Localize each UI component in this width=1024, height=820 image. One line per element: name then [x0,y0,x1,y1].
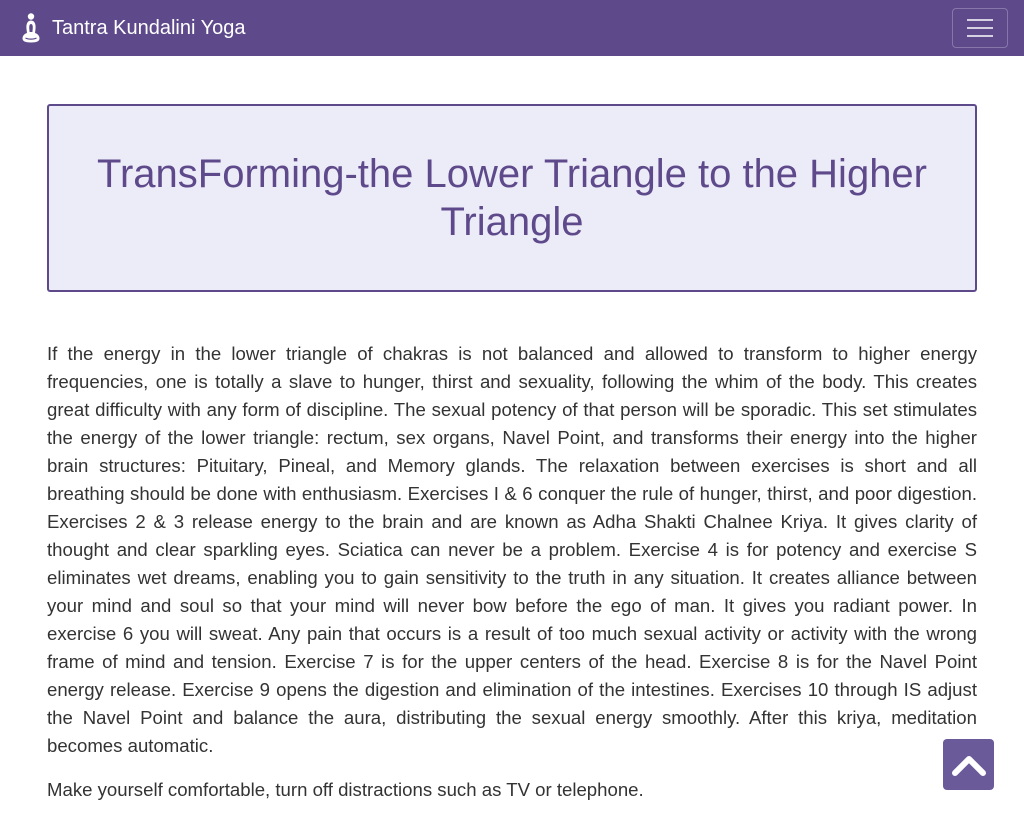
chevron-up-icon [951,751,987,779]
hamburger-menu-icon-bar [967,27,993,29]
top-navbar [0,0,1024,56]
article-paragraph: Make yourself comfortable, turn off distractions such as TV or telephone. [47,779,644,800]
hamburger-menu-icon [967,19,993,21]
scroll-to-top-button[interactable] [943,739,994,790]
article-paragraph: If the energy in the lower triangle of chakras is not balanced and allowed to transform to higher energy frequencies, one is totally a slave to hunger, thirst and sexuality, following the whim of the body. This creates great difficulty with any form of discipline. The sexual potency of that person will be sporadic. This set stimulates the energy of the lower triangle: rectum, sex organs, Navel Point, and transforms their energy into the higher brain structures: Pituitary, Pineal, and Memory glands. The relaxation between exercises is short and all breathing should be done with enthusiasm. Exercises I & 6 conquer the rule of hunger, thirst, and poor digestion. Exercises 2 & 3 release energy to the brain and are known as Adha Shakti Chalnee Kriya. It gives clarity of thought and clear sparkling eyes. Sciatica can never be a problem. Exercise 4 is for potency and exercise S eliminates wet dreams, enabling you to gain sensitivity to the truth in any situation. It creates alliance between your mind and soul so that your mind will never bow before the ego of man. It gives you radiant power. In exercise 6 you will sweat. Any pain that occurs is a result of too much sexual activity or activity with the wrong frame of mind and tension. Exercise 7 is for the upper centers of the head. Exercise 8 is for the Navel Point energy release. Exercise 9 opens the digestion and elimination of the intestines. Exercises 10 through IS adjust the Navel Point and balance the aura, distributing the sexual energy smoothly. After this kriya, meditation becomes automatic. [47,343,977,756]
meditating-figure-icon [20,12,42,44]
brand-name: Tantra Kundalini Yoga [52,16,246,39]
page-title: TransForming-the Lower Triangle to the Higher Triangle [97,152,927,244]
hamburger-menu-icon-bar [967,35,993,37]
title-banner [47,104,977,292]
article-body [47,340,977,820]
menu-toggle-button[interactable] [952,8,1008,48]
brand-link[interactable] [20,12,246,44]
